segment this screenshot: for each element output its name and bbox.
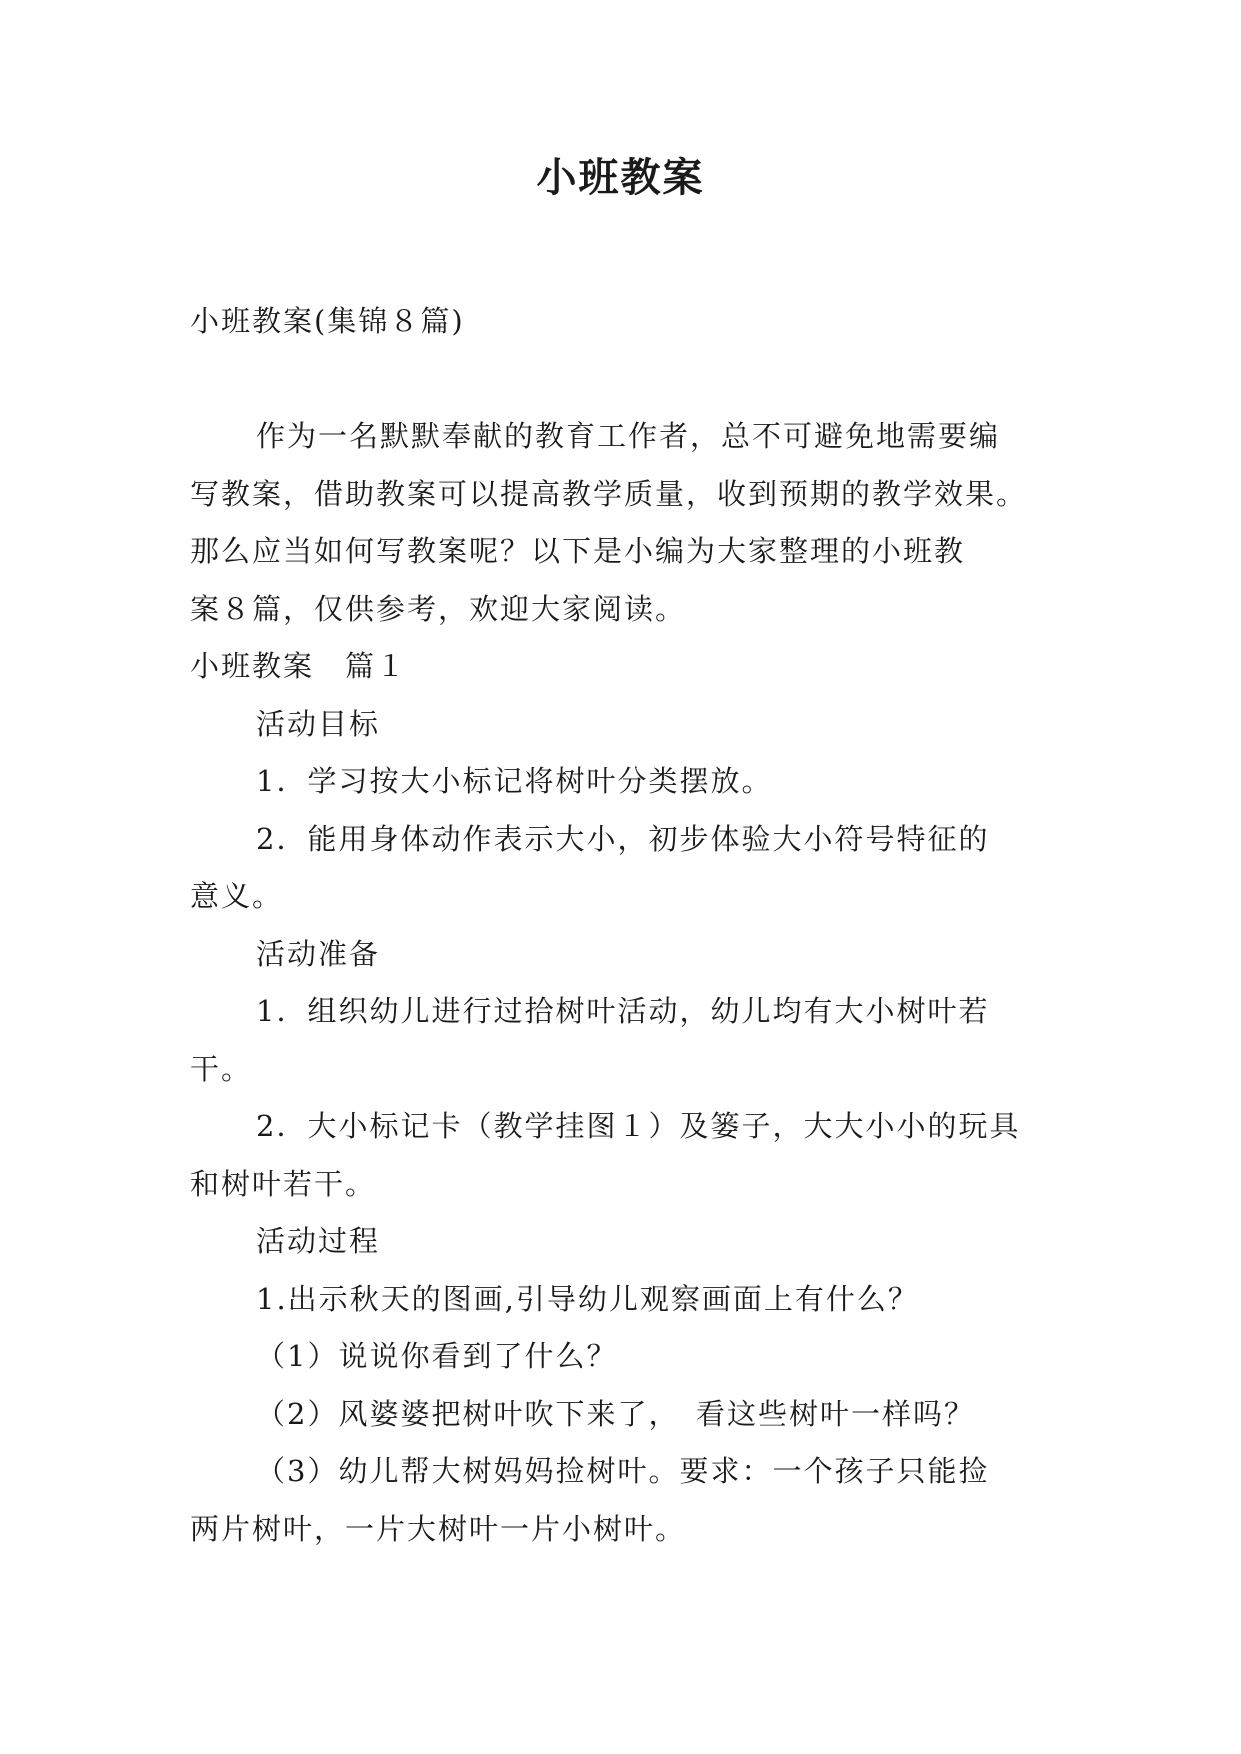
subheading-activity-process: 活动过程: [256, 1224, 381, 1258]
subheading-activity-preparation: 活动准备: [256, 936, 381, 971]
body-line: 1．组织幼儿进行过拾树叶活动，幼儿均有大小树叶若: [256, 994, 990, 1028]
section-heading: 小班教案 篇１: [190, 649, 408, 683]
page-title: 小班教案: [536, 154, 705, 201]
body-line: 2．能用身体动作表示大小，初步体验大小符号特征的: [256, 821, 990, 856]
body-line: 和树叶若干。: [190, 1166, 377, 1201]
body-line: （2）风婆婆把树叶吹下来了， 看这些树叶一样吗？: [256, 1396, 975, 1431]
body-line: 两片树叶，一片大树叶一片小树叶。: [190, 1511, 687, 1546]
subheading-activity-goals: 活动目标: [256, 706, 381, 741]
intro-line: 写教案，借助教案可以提高教学质量，收到预期的教学效果。: [190, 476, 1028, 511]
body-line: （1）说说你看到了什么？: [256, 1339, 618, 1373]
body-line: 1.出示秋天的图画,引导幼儿观察画面上有什么？: [256, 1281, 919, 1316]
body-line: 意义。: [190, 879, 284, 913]
body-line: 干。: [190, 1051, 253, 1086]
body-line: 2．大小标记卡（教学挂图１）及篓子，大大小小的玩具: [256, 1109, 1021, 1143]
document-body: [190, 293, 1050, 1558]
intro-line: 那么应当如何写教案呢？以下是小编为大家整理的小班教: [190, 534, 966, 568]
intro-line: 案８篇，仅供参考，欢迎大家阅读。: [190, 591, 687, 626]
body-line: 1．学习按大小标记将树叶分类摆放。: [256, 764, 773, 798]
body-line: （3）幼儿帮大树妈妈捡树叶。要求：一个孩子只能捡: [256, 1454, 990, 1488]
document-subtitle: 小班教案(集锦８篇): [190, 304, 465, 338]
blank-line: [190, 351, 1050, 409]
intro-line: 作为一名默默奉献的教育工作者，总不可避免地需要编: [256, 419, 1001, 453]
